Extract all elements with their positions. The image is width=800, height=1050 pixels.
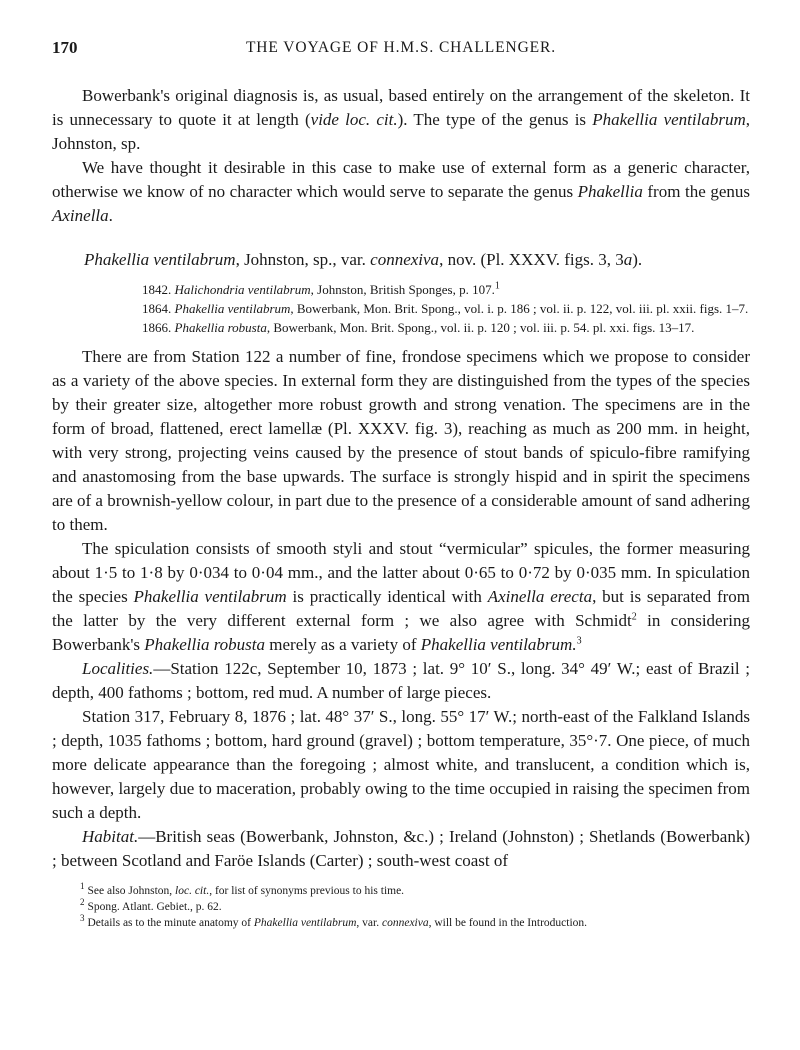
description-paragraph-2: The spiculation consists of smooth styli and stout “vermicular” spicules, the former measuring about 1·5 to 1·8 by 0·034 to 0·04 mm., and the latter about 0·65 to 0·72 by 0·035 mm. In spiculation the species Phakellia ventilabrum is practically identical with Axinella erecta, but is separated from the latter by the very different external form ; we also agree with Schmidt$^2$ in considering Bowerbank's Phakellia robusta merely as a variety of Phakellia ventilabrum.$^3$ bbox=[52, 539, 750, 654]
running-title: THE VOYAGE OF H.M.S. CHALLENGER. bbox=[245, 39, 557, 56]
footnote-3: $^3$ Details as to the minute anatomy of Phakellia ventilabrum, var. connexiva, will be found in the Introduction. bbox=[80, 913, 588, 929]
localities-label: Localities. bbox=[82, 659, 154, 678]
habitat-paragraph: Habitat.—British seas (Bowerbank, Johnston, &c.) ; Ireland (Johnston) ; Shetlands (Bowerbank) ; between Scotland and Faröe Islands (Carter) ; south-west coast of bbox=[52, 827, 750, 870]
localities-paragraph-1: Localities.—Station 122c, September 10, 1873 ; lat. 9° 10′ S., long. 34° 49′ W.; east of Brazil ; depth, 400 fathoms ; bottom, red mud. A number of large pieces. bbox=[52, 659, 750, 702]
page-number: 170 bbox=[52, 38, 78, 57]
description-paragraph-1: There are from Station 122 a number of fine, frondose specimens which we propose to consider as a variety of the above species. In external form they are distinguished from the types of the species by their greater size, altogether more robust growth and strong venation. The specimens are in the form of broad, flattened, erect lamellæ (Pl. XXXV. fig. 3), reaching as much as 200 mm. in height, with very strong, projecting veins caused by the presence of stout bands of spiculo-fibre ramifying and anastomosing from the base upwards. The surface is strongly hispid and in spirit the specimens are of a brownish-yellow colour, in part due to the presence of a considerable amount of sand adhering to them. bbox=[52, 347, 750, 534]
footnote-2: $^2$ Spong. Atlant. Gebiet., p. 62. bbox=[80, 897, 222, 913]
footnote-1: $^1$ See also Johnston, loc. cit., for list of synonyms previous to his time. bbox=[80, 881, 405, 897]
localities-paragraph-2: Station 317, February 8, 1876 ; lat. 48° 37′ S., long. 55° 17′ W.; north-east of the Falkland Islands ; depth, 1035 fathoms ; bottom, hard ground (gravel) ; bottom temperature, 35°·7. One piece, of much more delicate appearance than the foregoing ; almost white, and translucent, a condition which is, however, largely due to maceration, probably owing to the time occupied in raising the specimen from such a depth. bbox=[52, 707, 750, 822]
habitat-label: Habitat. bbox=[82, 827, 139, 846]
intro-paragraph-2: We have thought it desirable in this case to make use of external form as a generic character, otherwise we know of no character which would serve to separate the genus Phakellia from the genus Axinella. bbox=[52, 158, 750, 225]
footnotes bbox=[52, 883, 750, 931]
synonym-entry: 1842. Halichondria ventilabrum, Johnston, British Sponges, p. 107.$^1$ bbox=[142, 280, 500, 297]
variety-heading: Phakellia ventilabrum, Johnston, sp., var. connexiva, nov. (Pl. XXXV. figs. 3, 3a). bbox=[84, 250, 643, 269]
synonymy-list bbox=[142, 280, 750, 337]
page-header bbox=[52, 36, 750, 62]
intro-paragraph-1: Bowerbank's original diagnosis is, as usual, based entirely on the arrangement of the skeleton. It is unnecessary to quote it at length (vide loc. cit.). The type of the genus is Phakellia ventilabrum, Johnston, sp. bbox=[52, 86, 750, 153]
synonym-entry: 1864. Phakellia ventilabrum, Bowerbank, Mon. Brit. Spong., vol. i. p. 186 ; vol. ii. p. 122, vol. iii. pl. xxii. figs. 1–7. bbox=[142, 301, 749, 316]
synonym-entry: 1866. Phakellia robusta, Bowerbank, Mon. Brit. Spong., vol. ii. p. 120 ; vol. iii. p. 54. pl. xxi. figs. 13–17. bbox=[142, 320, 695, 335]
